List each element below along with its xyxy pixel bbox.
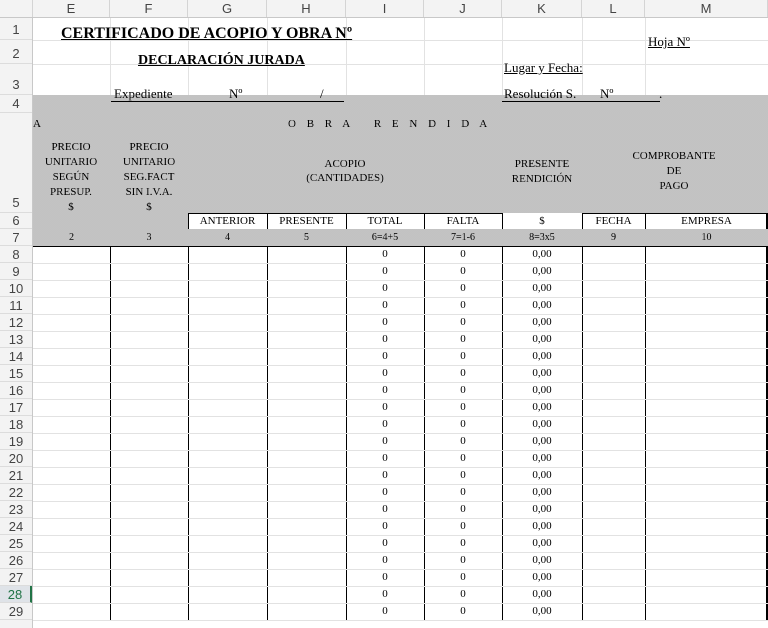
table-cell-total[interactable]: 0	[382, 418, 388, 430]
table-cell-importe[interactable]: 0,00	[532, 401, 552, 413]
table-cell-falta[interactable]: 0	[460, 520, 466, 532]
obra-rendida-label: O B R A R E N D I D A	[288, 118, 492, 130]
column-header-i[interactable]: I	[346, 0, 424, 17]
table-cell-total[interactable]: 0	[382, 350, 388, 362]
table-cell-importe[interactable]: 0,00	[532, 503, 552, 515]
row-header-20[interactable]: 20	[0, 450, 32, 467]
table-cell-total[interactable]: 0	[382, 588, 388, 600]
row-header-9[interactable]: 9	[0, 263, 32, 280]
table-cell-total[interactable]: 0	[382, 333, 388, 345]
numbering-l: 9	[611, 232, 616, 243]
row-header-12[interactable]: 12	[0, 314, 32, 331]
select-all-corner[interactable]	[0, 0, 33, 17]
table-cell-importe[interactable]: 0,00	[532, 265, 552, 277]
row-header-19[interactable]: 19	[0, 433, 32, 450]
expediente-underline	[111, 101, 344, 102]
table-cell-importe[interactable]: 0,00	[532, 571, 552, 583]
table-cell-falta[interactable]: 0	[460, 571, 466, 583]
expediente-slash: /	[320, 86, 324, 101]
row-header-bar	[0, 18, 33, 628]
table-cell-importe[interactable]: 0,00	[532, 333, 552, 345]
table-cell-falta[interactable]: 0	[460, 537, 466, 549]
table-cell-total[interactable]: 0	[382, 384, 388, 396]
row-header-16[interactable]: 16	[0, 382, 32, 399]
table-cell-importe[interactable]: 0,00	[532, 418, 552, 430]
row-header-8[interactable]: 8	[0, 246, 32, 263]
resolucion-number-label: Nº	[600, 86, 614, 101]
table-cell-importe[interactable]: 0,00	[532, 520, 552, 532]
row-header-2[interactable]: 2	[0, 40, 32, 64]
row-header-10[interactable]: 10	[0, 280, 32, 297]
table-cell-total[interactable]: 0	[382, 435, 388, 447]
row-header-5[interactable]: 5	[0, 113, 32, 213]
precio-presup-header-line-2: SEGÚN	[52, 171, 90, 183]
table-cell-importe[interactable]: 0,00	[532, 588, 552, 600]
precio-fact-header-line-3: SIN I.V.A.	[125, 186, 173, 198]
hoja-label: Hoja Nº	[648, 34, 690, 49]
table-cell-falta[interactable]: 0	[460, 503, 466, 515]
subheader-anterior: ANTERIOR	[199, 215, 256, 227]
table-cell-falta[interactable]: 0	[460, 384, 466, 396]
column-header-h[interactable]: H	[267, 0, 346, 17]
row4-left-label: A	[33, 118, 41, 130]
table-cell-falta[interactable]: 0	[460, 248, 466, 260]
comprobante-header-line-2: PAGO	[659, 180, 689, 192]
precio-presup-header-line-4: $	[68, 201, 74, 213]
row-header-26[interactable]: 26	[0, 552, 32, 569]
table-cell-total[interactable]: 0	[382, 537, 388, 549]
table-cell-falta[interactable]: 0	[460, 367, 466, 379]
expediente-number-label: Nº	[229, 86, 243, 101]
row-header-1[interactable]: 1	[0, 18, 32, 40]
table-cell-total[interactable]: 0	[382, 486, 388, 498]
worksheet-grid[interactable]	[33, 18, 768, 628]
table-cell-total[interactable]: 0	[382, 401, 388, 413]
row-header-24[interactable]: 24	[0, 518, 32, 535]
row-header-15[interactable]: 15	[0, 365, 32, 382]
table-cell-falta[interactable]: 0	[460, 333, 466, 345]
precio-fact-header-line-1: UNITARIO	[122, 156, 176, 168]
precio-presup-header-line-3: PRESUP.	[50, 186, 92, 198]
row-header-28[interactable]: 28	[0, 586, 32, 603]
table-cell-total[interactable]: 0	[382, 248, 388, 260]
table-cell-total[interactable]: 0	[382, 554, 388, 566]
column-header-f[interactable]: F	[110, 0, 188, 17]
table-cell-falta[interactable]: 0	[460, 588, 466, 600]
row-header-21[interactable]: 21	[0, 467, 32, 484]
subheader-empresa: EMPRESA	[681, 215, 732, 227]
gridline-v	[424, 18, 425, 95]
table-cell-importe[interactable]: 0,00	[532, 435, 552, 447]
lugar-fecha-label: Lugar y Fecha:	[504, 60, 583, 75]
presente-rendicion-header-line-1: RENDICIÓN	[511, 173, 573, 185]
numbering-g: 4	[225, 232, 230, 243]
column-header-bar	[0, 0, 768, 18]
acopio-header-line-1: (CANTIDADES)	[306, 172, 384, 184]
table-cell-falta[interactable]: 0	[460, 316, 466, 328]
table-cell-importe[interactable]: 0,00	[532, 605, 552, 617]
table-cell-importe[interactable]: 0,00	[532, 367, 552, 379]
column-header-g[interactable]: G	[188, 0, 267, 17]
row-header-6[interactable]: 6	[0, 213, 32, 229]
subheader-presente: PRESENTE	[279, 215, 334, 227]
table-cell-falta[interactable]: 0	[460, 435, 466, 447]
row-header-11[interactable]: 11	[0, 297, 32, 314]
table-cell-falta[interactable]: 0	[460, 299, 466, 311]
numbering-h: 5	[304, 232, 309, 243]
column-header-k[interactable]: K	[502, 0, 582, 17]
table-cell-total[interactable]: 0	[382, 367, 388, 379]
table-cell-falta[interactable]: 0	[460, 605, 466, 617]
table-cell-falta[interactable]: 0	[460, 265, 466, 277]
row-header-17[interactable]: 17	[0, 399, 32, 416]
subheader-pesos: $	[539, 215, 545, 227]
gridline-v	[645, 18, 646, 95]
table-cell-total[interactable]: 0	[382, 503, 388, 515]
subheader-falta: FALTA	[446, 215, 480, 227]
column-header-l[interactable]: L	[582, 0, 645, 17]
precio-fact-header-line-2: SEG.FACT	[123, 171, 175, 183]
table-cell-total[interactable]: 0	[382, 282, 388, 294]
row-header-25[interactable]: 25	[0, 535, 32, 552]
precio-presup-header-line-0: PRECIO	[51, 141, 91, 153]
subheader-fecha: FECHA	[595, 215, 632, 227]
table-cell-importe[interactable]: 0,00	[532, 469, 552, 481]
table-cell-falta[interactable]: 0	[460, 554, 466, 566]
row-header-29[interactable]: 29	[0, 603, 32, 620]
precio-fact-header-line-4: $	[146, 201, 152, 213]
presente-rendicion-header-line-0: PRESENTE	[514, 158, 570, 170]
table-cell-falta[interactable]: 0	[460, 350, 466, 362]
column-header-e[interactable]: E	[33, 0, 110, 17]
table-cell-importe[interactable]: 0,00	[532, 486, 552, 498]
table-cell-importe[interactable]: 0,00	[532, 316, 552, 328]
table-cell-total[interactable]: 0	[382, 571, 388, 583]
subheader-total: TOTAL	[367, 215, 403, 227]
row-header-3[interactable]: 3	[0, 64, 32, 95]
precio-fact-header-line-0: PRECIO	[129, 141, 169, 153]
declaracion-jurada: DECLARACIÓN JURADA	[138, 53, 305, 68]
acopio-header-line-0: ACOPIO	[324, 158, 366, 170]
resolucion-label: Resolución S.	[504, 86, 577, 101]
row-header-27[interactable]: 27	[0, 569, 32, 586]
precio-presup-header-line-1: UNITARIO	[44, 156, 98, 168]
numbering-i: 6=4+5	[371, 232, 399, 243]
table-cell-importe[interactable]: 0,00	[532, 384, 552, 396]
table-cell-importe[interactable]: 0,00	[532, 452, 552, 464]
table-cell-falta[interactable]: 0	[460, 282, 466, 294]
row-header-7[interactable]: 7	[0, 229, 32, 246]
table-cell-total[interactable]: 0	[382, 316, 388, 328]
table-cell-falta[interactable]: 0	[460, 452, 466, 464]
table-cell-importe[interactable]: 0,00	[532, 537, 552, 549]
comprobante-header-line-0: COMPROBANTE	[632, 150, 716, 162]
dotted-band-comprobante	[582, 113, 768, 213]
numbering-m: 10	[701, 232, 712, 243]
table-cell-importe[interactable]: 0,00	[532, 248, 552, 260]
table-cell-total[interactable]: 0	[382, 605, 388, 617]
table-cell-importe[interactable]: 0,00	[532, 299, 552, 311]
table-cell-total[interactable]: 0	[382, 469, 388, 481]
column-header-m[interactable]: M	[645, 0, 768, 17]
numbering-f: 3	[146, 232, 152, 243]
numbering-k: 8=3x5	[529, 232, 555, 243]
table-cell-total[interactable]: 0	[382, 299, 388, 311]
expediente-label: Expediente	[114, 86, 173, 101]
table-cell-falta[interactable]: 0	[460, 469, 466, 481]
table-cell-total[interactable]: 0	[382, 265, 388, 277]
table-cell-total[interactable]: 0	[382, 520, 388, 532]
column-header-j[interactable]: J	[424, 0, 502, 17]
table-cell-falta[interactable]: 0	[460, 486, 466, 498]
row-header-13[interactable]: 13	[0, 331, 32, 348]
table-cell-importe[interactable]: 0,00	[532, 554, 552, 566]
row-header-4[interactable]: 4	[0, 95, 32, 113]
row-header-18[interactable]: 18	[0, 416, 32, 433]
table-cell-importe[interactable]: 0,00	[532, 350, 552, 362]
numbering-j: 7=1-6	[451, 232, 475, 243]
gridline-v	[502, 18, 503, 95]
row-header-23[interactable]: 23	[0, 501, 32, 518]
table-cell-falta[interactable]: 0	[460, 401, 466, 413]
table-cell-falta[interactable]: 0	[460, 418, 466, 430]
row-header-14[interactable]: 14	[0, 348, 32, 365]
gridline-h	[33, 620, 768, 621]
resolucion-underline	[502, 101, 660, 102]
row-header-22[interactable]: 22	[0, 484, 32, 501]
table-cell-importe[interactable]: 0,00	[532, 282, 552, 294]
comprobante-header-line-1: DE	[666, 165, 682, 177]
numbering-e: 2	[69, 232, 74, 243]
table-cell-total[interactable]: 0	[382, 452, 388, 464]
sheet-title: CERTIFICADO DE ACOPIO Y OBRA Nº	[61, 25, 353, 42]
gridline-v	[582, 18, 583, 95]
resolucion-dot: .	[659, 86, 663, 101]
